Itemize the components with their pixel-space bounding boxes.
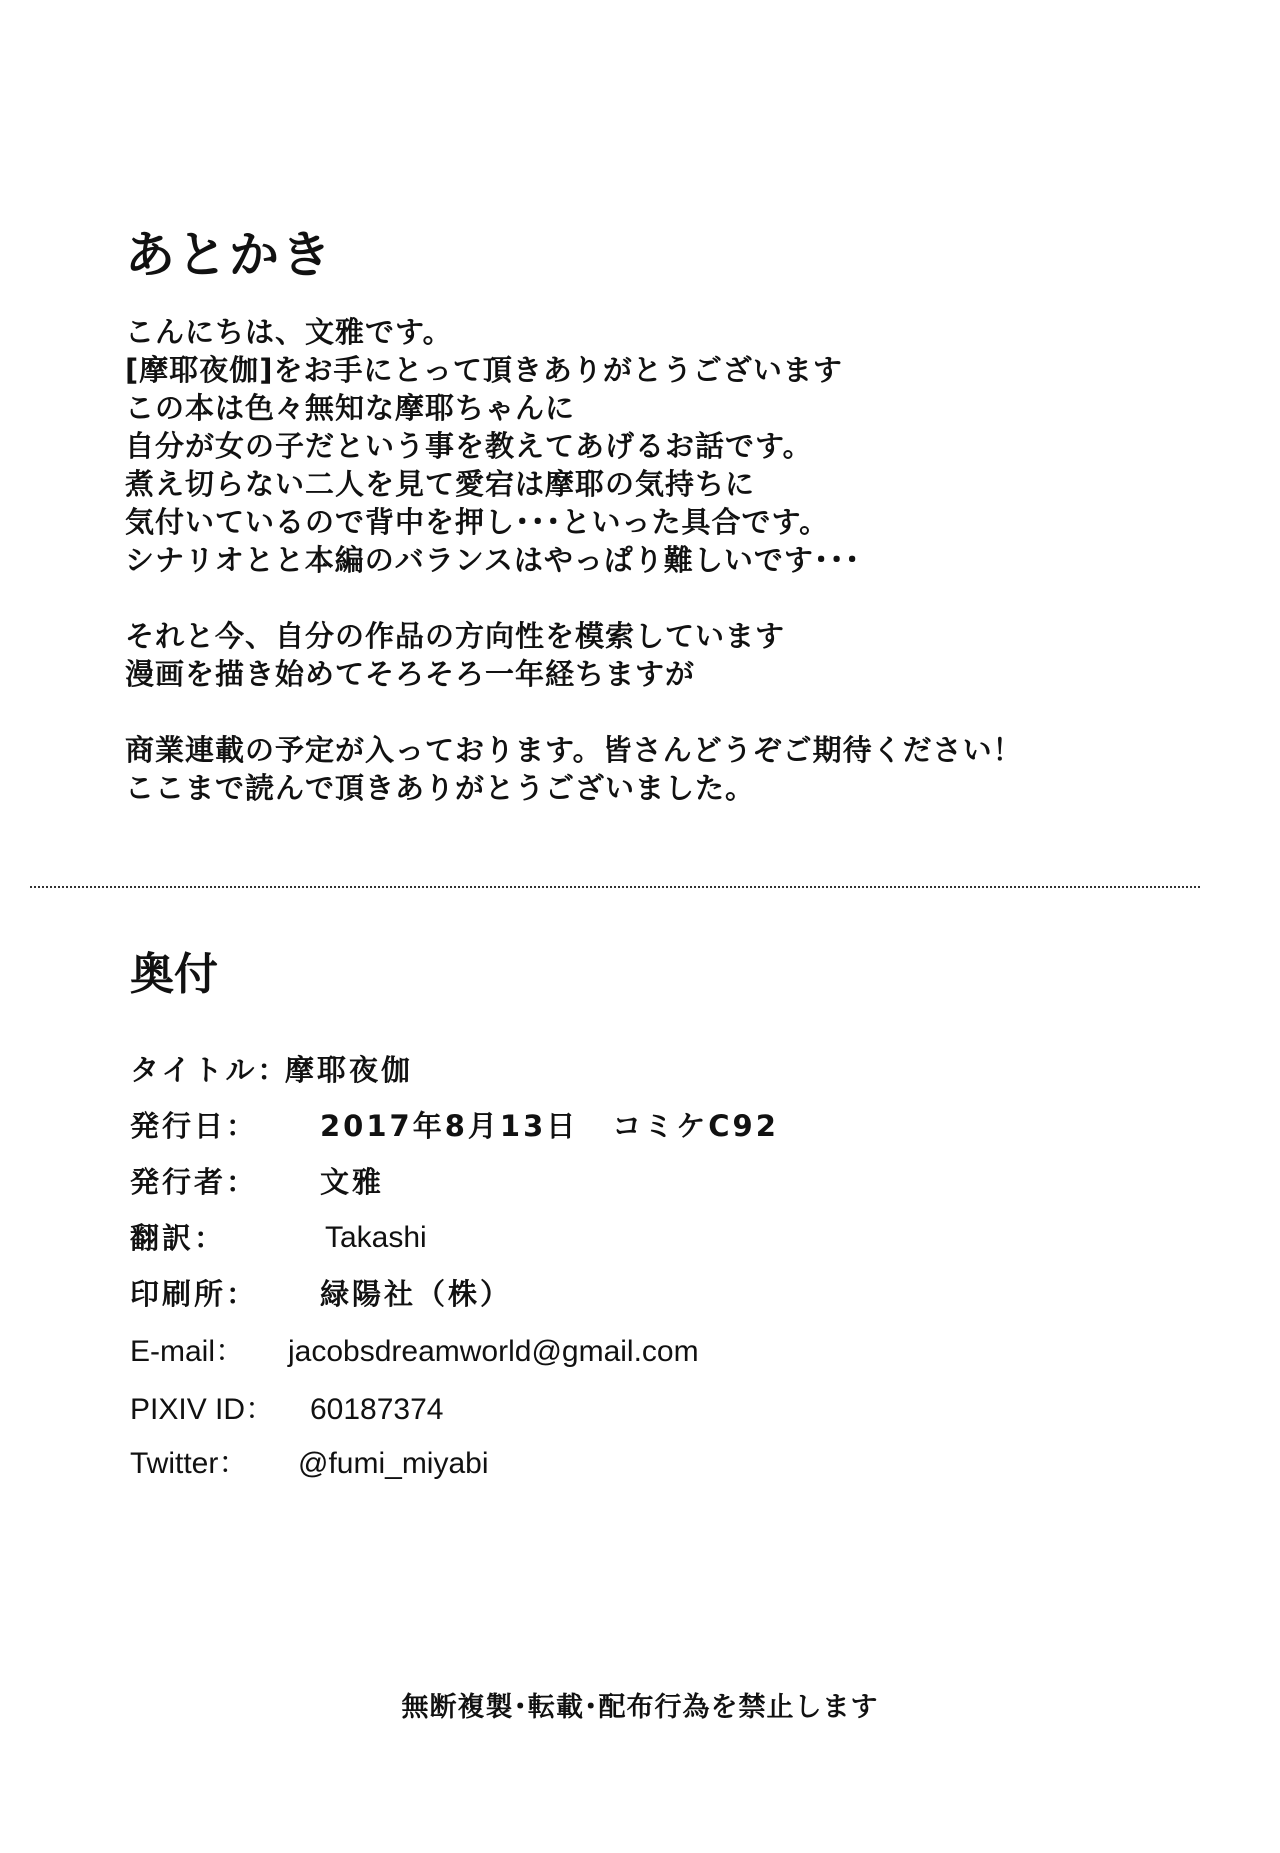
event-value: コミケC92 [612,1109,779,1143]
translator-value: Takashi [325,1221,427,1254]
afterword-line: 商業連載の予定が入っております。皆さんどうぞご期待ください！ [125,733,1023,767]
afterword-line: [摩耶夜伽]をお手にとって頂きありがとうございます [125,353,843,387]
afterword-line: それと今、自分の作品の方向性を模索しています [125,619,786,653]
afterword-line: この本は色々無知な摩耶ちゃんに [125,391,576,425]
afterword-line: こんにちは、文雅です。 [125,315,453,349]
afterword-line: 煮え切らない二人を見て愛宕は摩耶の気持ちに [125,467,756,501]
pixiv-label: PIXIV ID： [130,1393,276,1426]
afterword-line: シナリオとと本編のバランスはやっぱり難しいです･･･ [125,543,861,577]
afterword-paragraph [125,617,1205,693]
printer-label: 印刷所： [130,1277,259,1311]
afterword-line: 漫画を描き始めてそろそろ一年経ちますが [125,657,696,691]
publisher-label: 発行者： [130,1165,259,1199]
title-label: タイトル： [130,1053,290,1087]
date-value-group [320,1106,779,1146]
section-divider [30,886,1200,888]
afterword-title: あとかき [125,226,333,284]
afterword-line: 自分が女の子だという事を教えてあげるお話です。 [125,429,813,463]
colophon-title: 奥付 [130,949,218,1000]
afterword-body [125,313,1205,845]
date-label: 発行日： [130,1109,259,1143]
twitter-label: Twitter： [130,1447,249,1480]
translator-label: 翻訳： [130,1221,227,1255]
afterword-line: ここまで読んで頂きありがとうございました。 [125,771,756,805]
copyright-notice: 無断複製･転載･配布行為を禁止します [401,1692,879,1723]
title-value: 摩耶夜伽 [285,1053,414,1087]
twitter-value: @fumi_miyabi [298,1447,489,1480]
afterword-paragraph [125,731,1205,807]
date-value: 2017年8月13日 [320,1109,579,1143]
pixiv-value: 60187374 [310,1393,444,1426]
afterword-line: 気付いているので背中を押し･･･といった具合です。 [125,505,830,539]
email-value: jacobsdreamworld@gmail.com [288,1335,699,1368]
publisher-value: 文雅 [320,1165,385,1199]
afterword-paragraph [125,313,1205,579]
printer-value: 緑陽社（株） [320,1277,513,1311]
email-label: E-mail： [130,1335,246,1368]
